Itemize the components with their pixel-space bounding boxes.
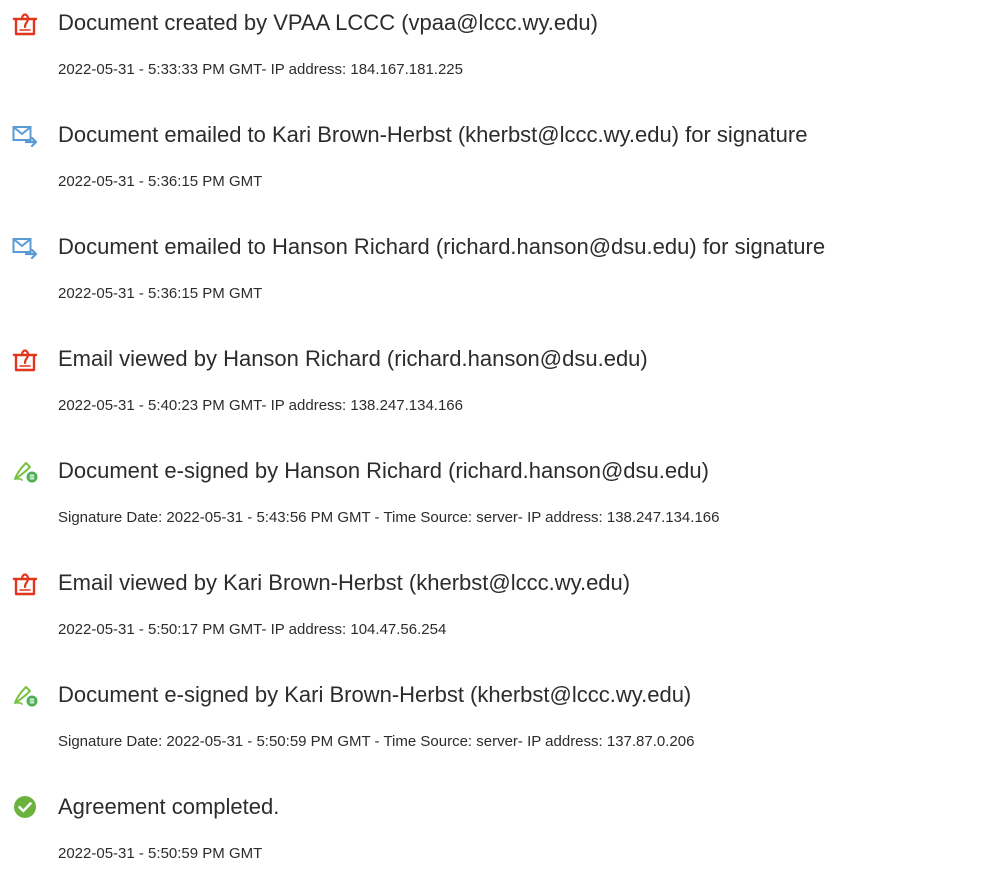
event-title: Email viewed by Kari Brown-Herbst (kherbst@lccc.wy.edu) <box>58 570 631 595</box>
document-icon <box>12 10 38 36</box>
e-sign-icon <box>12 682 38 708</box>
event-detail: 2022-05-31 - 5:33:33 PM GMT- IP address: 184.167.181.225 <box>58 61 463 78</box>
e-sign-icon <box>12 458 38 484</box>
email-sent-icon <box>12 122 38 148</box>
audit-event <box>0 224 1001 324</box>
audit-event <box>0 560 1001 660</box>
document-icon <box>12 570 38 596</box>
audit-event <box>0 672 1001 772</box>
event-title: Agreement completed. <box>58 794 280 819</box>
event-detail: 2022-05-31 - 5:50:17 PM GMT- IP address: 104.47.56.254 <box>58 621 447 638</box>
checkmark-circle-icon <box>12 794 38 820</box>
event-title: Document emailed to Hanson Richard (richard.hanson@dsu.edu) for signature <box>58 234 826 259</box>
event-title: Document e-signed by Hanson Richard (richard.hanson@dsu.edu) <box>58 458 709 483</box>
event-detail: 2022-05-31 - 5:36:15 PM GMT <box>58 173 263 190</box>
event-title: Document emailed to Kari Brown-Herbst (kherbst@lccc.wy.edu) for signature <box>58 122 808 147</box>
document-icon <box>12 346 38 372</box>
audit-event <box>0 784 1001 884</box>
email-sent-icon <box>12 234 38 260</box>
audit-event <box>0 336 1001 436</box>
event-detail: Signature Date: 2022-05-31 - 5:43:56 PM GMT - Time Source: server- IP address: 138.247.134.166 <box>58 509 720 526</box>
event-detail: Signature Date: 2022-05-31 - 5:50:59 PM GMT - Time Source: server- IP address: 137.87.0.206 <box>58 733 695 750</box>
event-detail: 2022-05-31 - 5:40:23 PM GMT- IP address: 138.247.134.166 <box>58 397 463 414</box>
event-title: Email viewed by Hanson Richard (richard.hanson@dsu.edu) <box>58 346 648 371</box>
event-title: Document created by VPAA LCCC (vpaa@lccc.wy.edu) <box>58 10 598 35</box>
event-detail: 2022-05-31 - 5:50:59 PM GMT <box>58 845 263 862</box>
event-title: Document e-signed by Kari Brown-Herbst (kherbst@lccc.wy.edu) <box>58 682 692 707</box>
audit-event <box>0 0 1001 100</box>
event-detail: 2022-05-31 - 5:36:15 PM GMT <box>58 285 263 302</box>
audit-event <box>0 448 1001 548</box>
audit-event <box>0 112 1001 212</box>
